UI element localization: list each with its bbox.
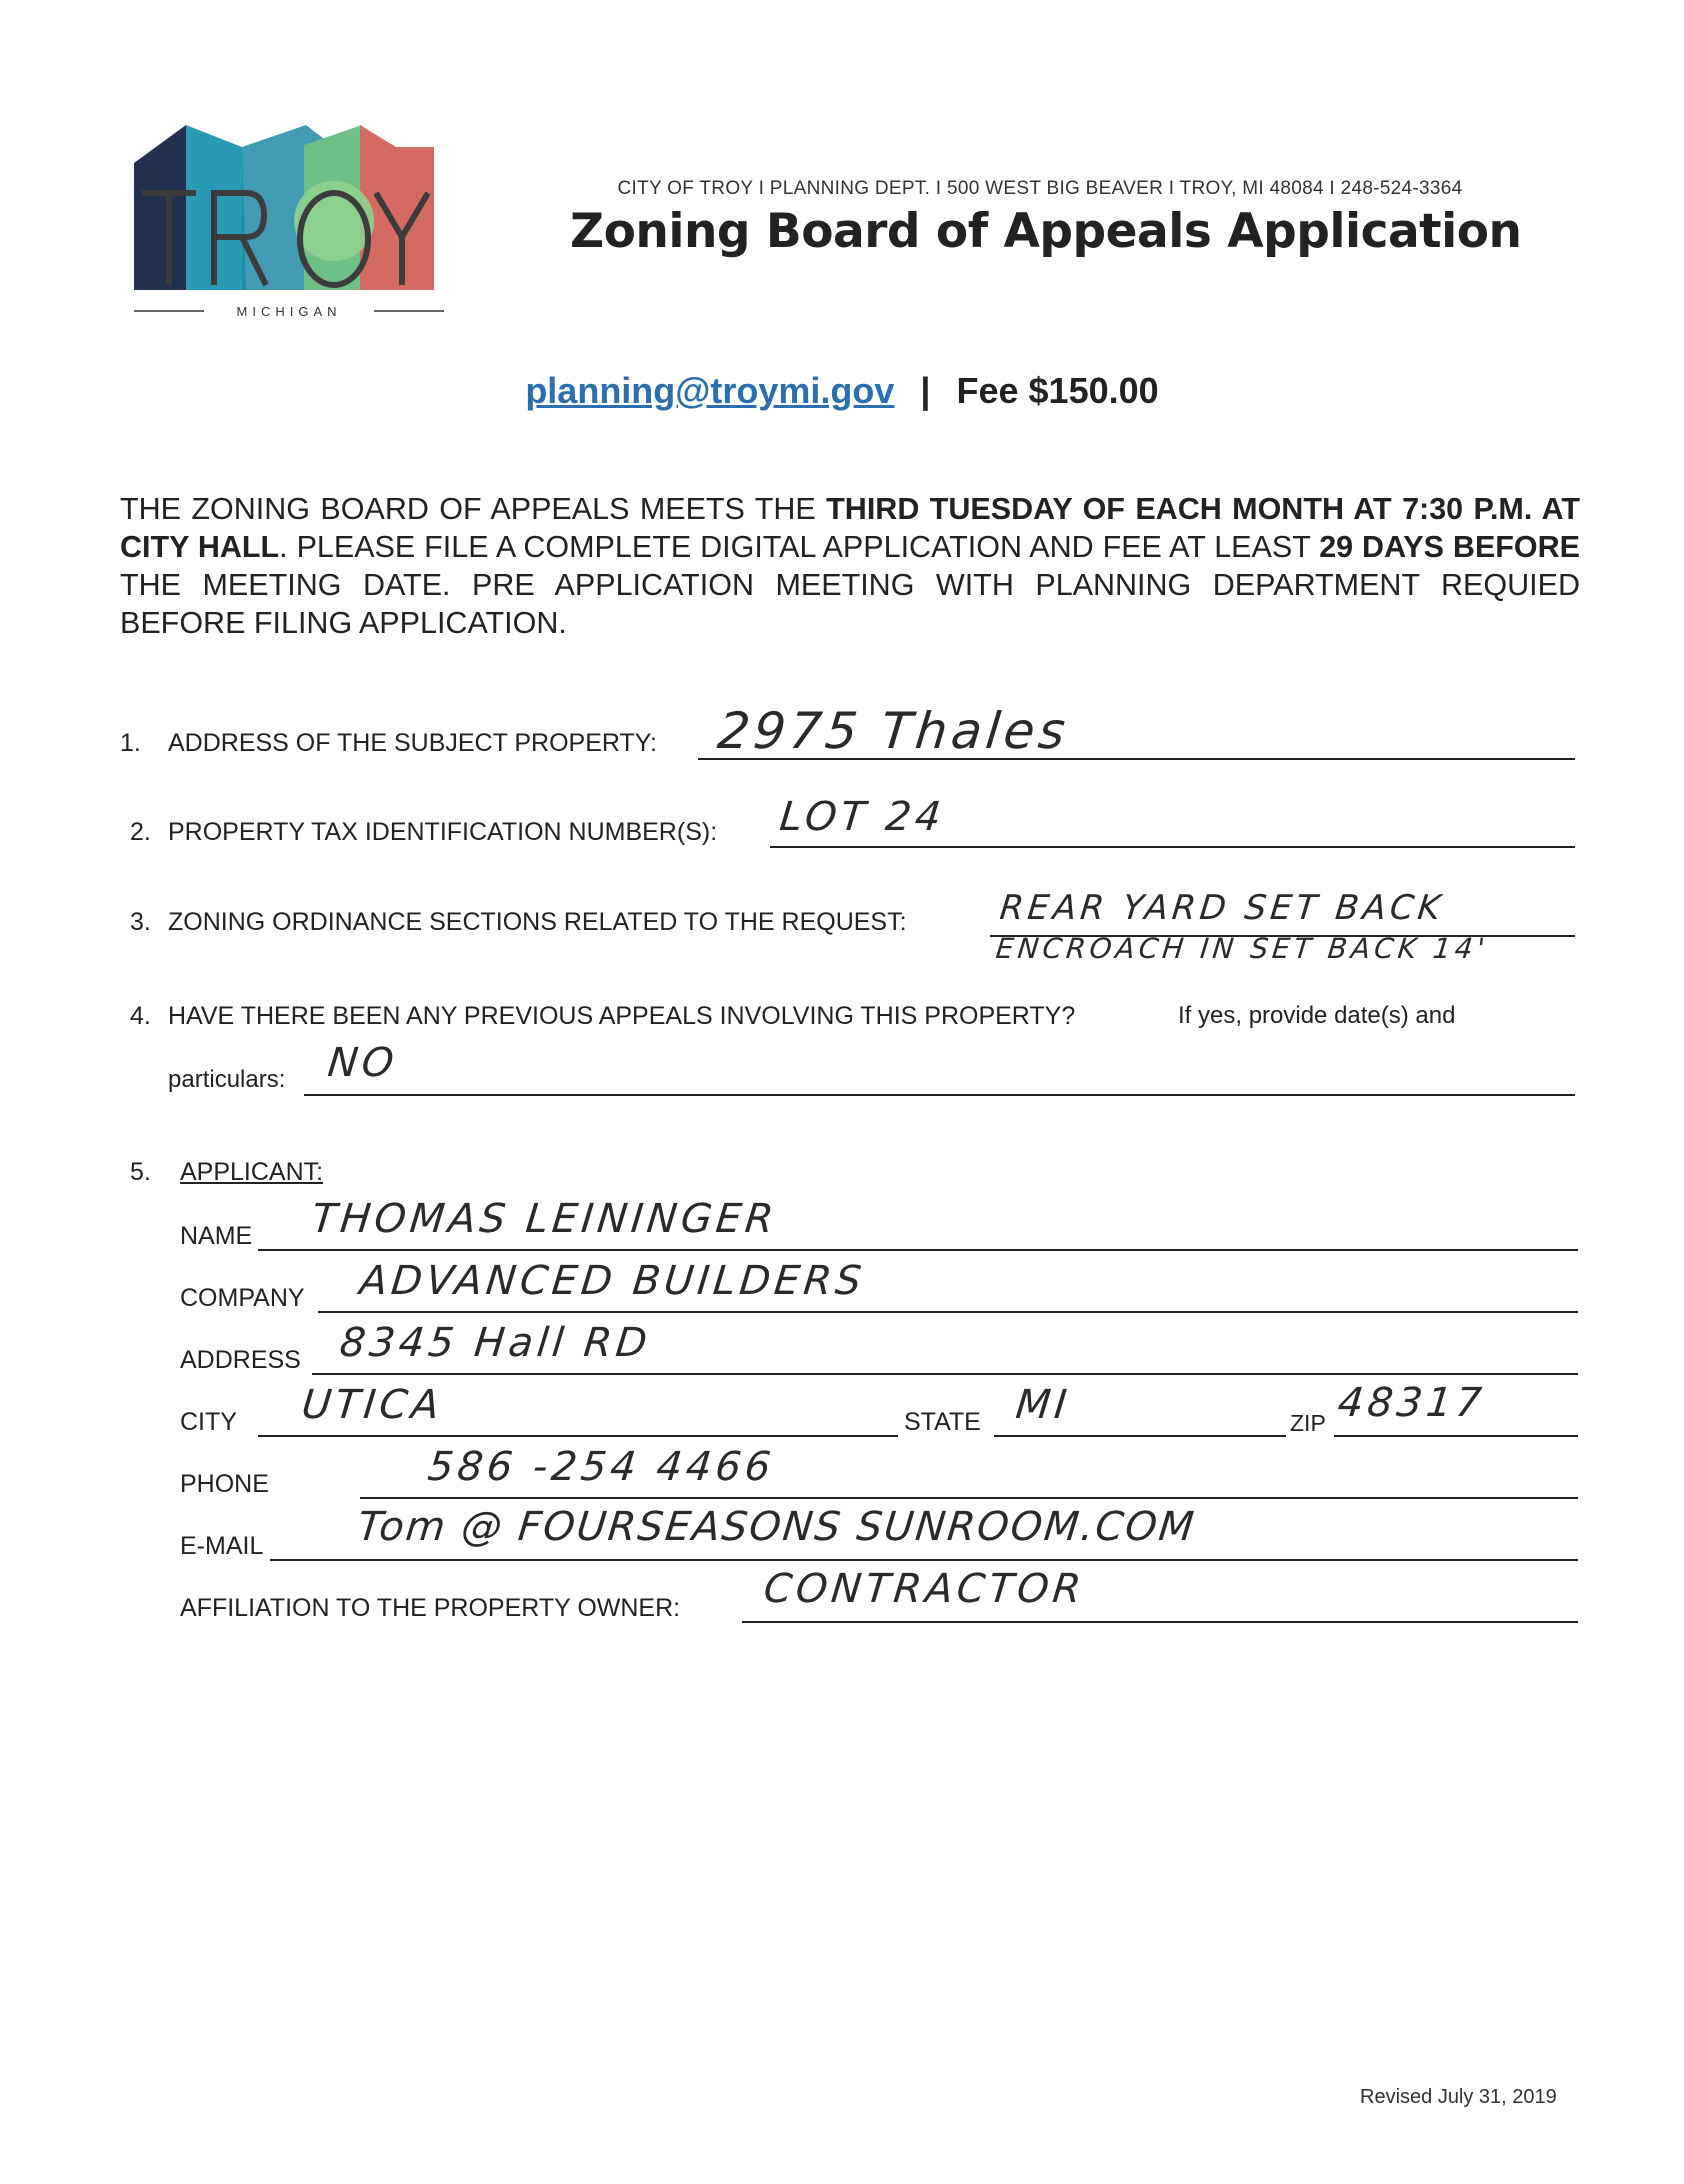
contact-line (0, 370, 1684, 412)
city-label: CITY (180, 1408, 237, 1436)
zip-label: ZIP (1290, 1410, 1326, 1436)
q2-answer[interactable]: LOT 24 (777, 794, 948, 840)
name-value[interactable]: THOMAS LEININGER (309, 1196, 780, 1242)
intro-text-1: THE ZONING BOARD OF APPEALS MEETS THE (120, 492, 827, 526)
page-title: Zoning Board of Appeals Application (570, 204, 1522, 259)
q1-label: ADDRESS OF THE SUBJECT PROPERTY: (168, 729, 658, 757)
zip-underline (1334, 1435, 1578, 1437)
q4-hint: If yes, provide date(s) and (1178, 1002, 1456, 1029)
company-underline (318, 1311, 1578, 1313)
q4-label-particulars: particulars: (168, 1066, 286, 1093)
email-label: E-MAIL (180, 1532, 264, 1560)
address-label: ADDRESS (180, 1346, 301, 1374)
intro-bold-2: 29 DAYS BEFORE (1319, 530, 1581, 564)
phone-label: PHONE (180, 1470, 269, 1498)
city-value[interactable]: UTICA (299, 1382, 446, 1428)
intro-paragraph (120, 490, 1580, 642)
fee-text: Fee $150.00 (956, 370, 1159, 411)
q3-label: ZONING ORDINANCE SECTIONS RELATED TO THE REQUEST: (168, 908, 907, 936)
phone-value[interactable]: 586 -254 4466 (425, 1444, 777, 1490)
separator: | (920, 370, 931, 411)
name-label: NAME (180, 1222, 253, 1250)
zip-value[interactable]: 48317 (1335, 1380, 1488, 1426)
troy-logo (134, 125, 444, 325)
q1-number: 1. (120, 729, 141, 757)
q2-label: PROPERTY TAX IDENTIFICATION NUMBER(S): (168, 818, 718, 846)
company-label: COMPANY (180, 1284, 305, 1312)
planning-email-link[interactable]: planning@troymi.gov (525, 370, 895, 411)
state-value[interactable]: MI (1013, 1382, 1073, 1428)
affiliation-value[interactable]: CONTRACTOR (761, 1566, 1087, 1612)
svg-text:MICHIGAN: MICHIGAN (236, 304, 342, 319)
q3-number: 3. (130, 908, 151, 936)
applicant-heading: APPLICANT: (180, 1158, 324, 1186)
intro-text-3: THE MEETING DATE. PRE APPLICATION MEETING WITH PLANNING DEPARTMENT REQUIED BEFORE FILING APPLICATION. (120, 568, 1580, 640)
q4-number: 4. (130, 1002, 151, 1030)
q1-answer[interactable]: 2975 Thales (714, 702, 1072, 760)
intro-text-2: . PLEASE FILE A COMPLETE DIGITAL APPLICATION AND FEE AT LEAST (279, 530, 1320, 564)
email-underline (270, 1559, 1578, 1561)
state-underline (994, 1435, 1286, 1437)
q3-answer-line2[interactable]: ENCROACH IN SET BACK 14' (994, 932, 1491, 965)
q3-answer-line1[interactable]: REAR YARD SET BACK (997, 888, 1447, 928)
city-underline (258, 1435, 898, 1437)
address-value[interactable]: 8345 Hall RD (337, 1320, 654, 1366)
company-value[interactable]: ADVANCED BUILDERS (357, 1258, 868, 1304)
address-underline (312, 1373, 1578, 1375)
email-value[interactable]: Tom @ FOURSEASONS SUNROOM.COM (355, 1504, 1198, 1550)
phone-underline (360, 1497, 1578, 1499)
affiliation-underline (742, 1621, 1578, 1623)
q4-answer[interactable]: NO (325, 1040, 400, 1086)
q2-underline (770, 846, 1575, 848)
q4-label: HAVE THERE BEEN ANY PREVIOUS APPEALS INVOLVING THIS PROPERTY? (168, 1002, 1076, 1030)
revised-date: Revised July 31, 2019 (1360, 2086, 1557, 2108)
state-label: STATE (904, 1408, 981, 1436)
org-contact-line: CITY OF TROY I PLANNING DEPT. I 500 WEST BIG BEAVER I TROY, MI 48084 I 248-524-3364 (617, 178, 1463, 199)
q4-underline (304, 1094, 1575, 1096)
affiliation-label: AFFILIATION TO THE PROPERTY OWNER: (180, 1594, 681, 1622)
name-underline (258, 1249, 1578, 1251)
applicant-number: 5. (130, 1158, 151, 1186)
q2-number: 2. (130, 818, 151, 846)
intro-bold-1: THIRD TUESDAY OF EACH MONTH AT 7:30 P.M. AT CITY HALL (120, 492, 1580, 564)
